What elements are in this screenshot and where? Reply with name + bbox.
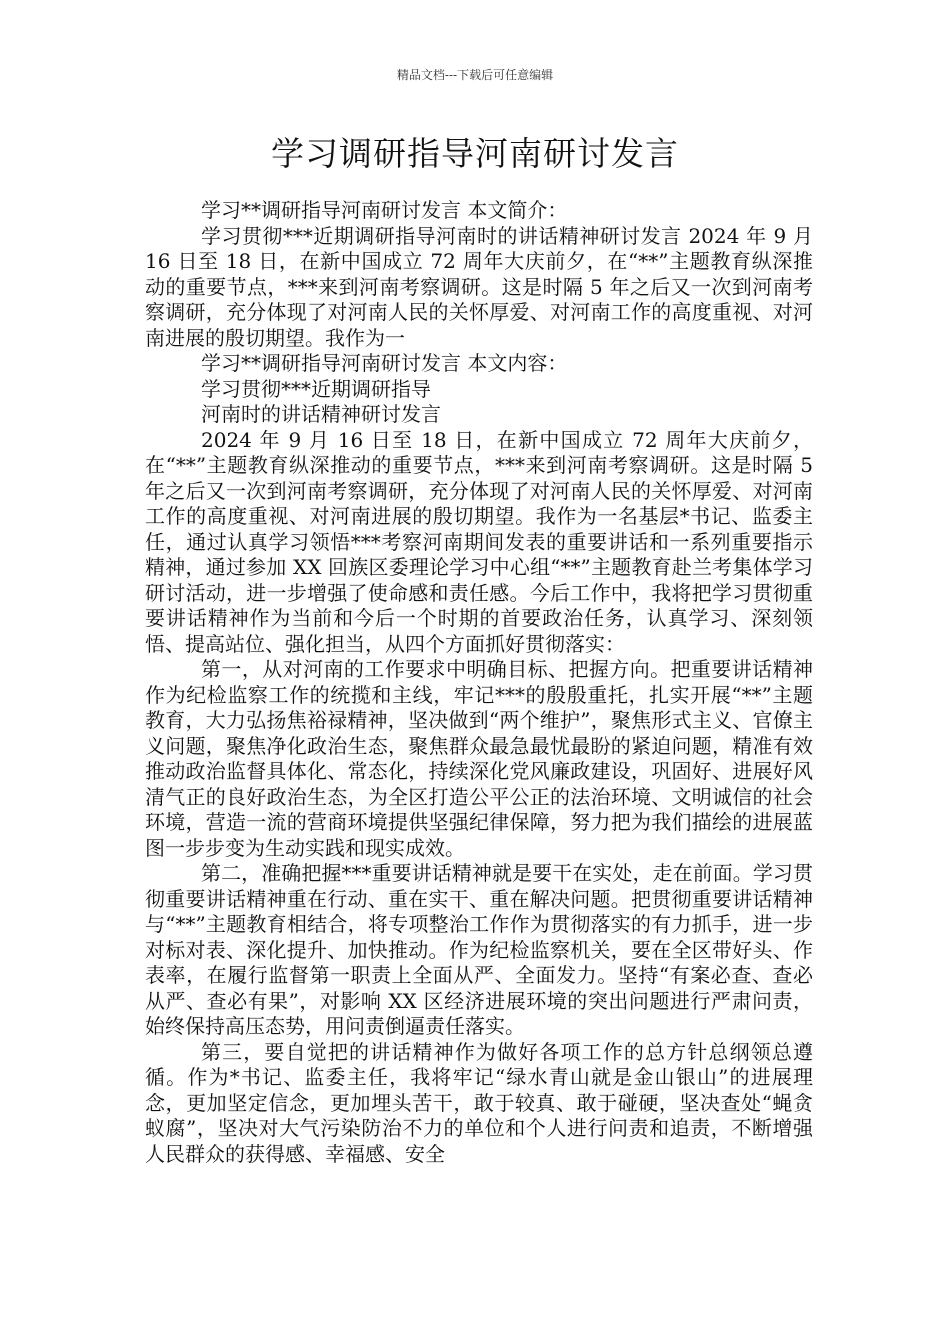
paragraph: 学习**调研指导河南研讨发言 本文简介： <box>201 198 568 222</box>
paragraph: 第三，要自觉把的讲话精神作为做好各项工作的总方针总纲领总遵循。作为*书记、监委主任，我将牢记“绿水青山就是金山银山”的进展理念，更加坚定信念，更加埋头苦干，敢于较真、敢于碰硬，坚决查处“蝇贪蚁腐”，坚决对大气污染防治不力的单位和个人进行问责和追责，不断增强人民群众的获得感、幸福感、安全 <box>145 1039 813 1166</box>
document-body <box>145 198 813 1167</box>
header-note: 精品文档---下载后可任意编辑 <box>396 68 554 82</box>
document-title: 学习调研指导河南研讨发言 <box>271 134 679 173</box>
paragraph: 学习贯彻***近期调研指导河南时的讲话精神研讨发言 2024 年 9 月 16 日至 18 日，在新中国成立 72 周年大庆前夕，在“**”主题教育纵深推动的重要节点，***来到河南考察调研。这是时隔 5 年之后又一次到河南考察调研，充分体现了对河南人民的关怀厚爱、对河南工作的高度重视、对河南进展的殷切期望。我作为一 <box>145 223 813 350</box>
paragraph: 学习**调研指导河南研讨发言 本文内容： <box>201 351 568 375</box>
paragraph: 学习贯彻***近期调研指导 <box>201 376 431 401</box>
paragraph: 2024 年 9 月 16 日至 18 日，在新中国成立 72 周年大庆前夕，在“**”主题教育纵深推动的重要节点，***来到河南考察调研。这是时隔 5 年之后又一次到河南考察调研，充分体现了对河南人民的关怀厚爱、对河南工作的高度重视、对河南进展的殷切期望。我作为一名基层*书记、监委主任，通过认真学习领悟***考察河南期间发表的重要讲话和一系列重要指示精神，通过参加 XX 回族区委理论学习中心组“**”主题教育赴兰考集体学习研讨活动，进一步增强了使命感和责任感。今后工作中，我将把学习贯彻重要讲话精神作为当前和今后一个时期的首要政治任务，认真学习、深刻领悟、提高站位、强化担当，从四个方面抓好贯彻落实： <box>145 427 813 656</box>
paragraph: 河南时的讲话精神研讨发言 <box>201 402 441 426</box>
paragraph: 第二，准确把握***重要讲话精神就是要干在实处，走在前面。学习贯彻重要讲话精神重在行动、重在实干、重在解决问题。把贯彻重要讲话精神与“**”主题教育相结合，将专项整治工作作为贯彻落实的有力抓手，进一步对标对表、深化提升、加快推动。作为纪检监察机关，要在全区带好头、作表率，在履行监督第一职责上全面从严、全面发力。坚持“有案必查、查必从严、查必有果”，对影响 XX 区经济进展环境的突出问题进行严肃问责，始终保持高压态势，用问责倒逼责任落实。 <box>145 861 813 1038</box>
paragraph: 第一，从对河南的工作要求中明确目标、把握方向。把重要讲话精神作为纪检监察工作的统揽和主线，牢记***的殷殷重托，扎实开展“**”主题教育，大力弘扬焦裕禄精神，坚决做到“两个维护”，聚焦形式主义、官僚主义问题，聚焦净化政治生态，聚焦群众最急最忧最盼的紧迫问题，精准有效推动政治监督具体化、常态化，持续深化党风廉政建设，巩固好、进展好风清气正的良好政治生态，为全区打造公平公正的法治环境、文明诚信的社会环境，营造一流的营商环境提供坚强纪律保障，努力把为我们描绘的进展蓝图一步步变为生动实践和现实成效。 <box>145 657 813 860</box>
